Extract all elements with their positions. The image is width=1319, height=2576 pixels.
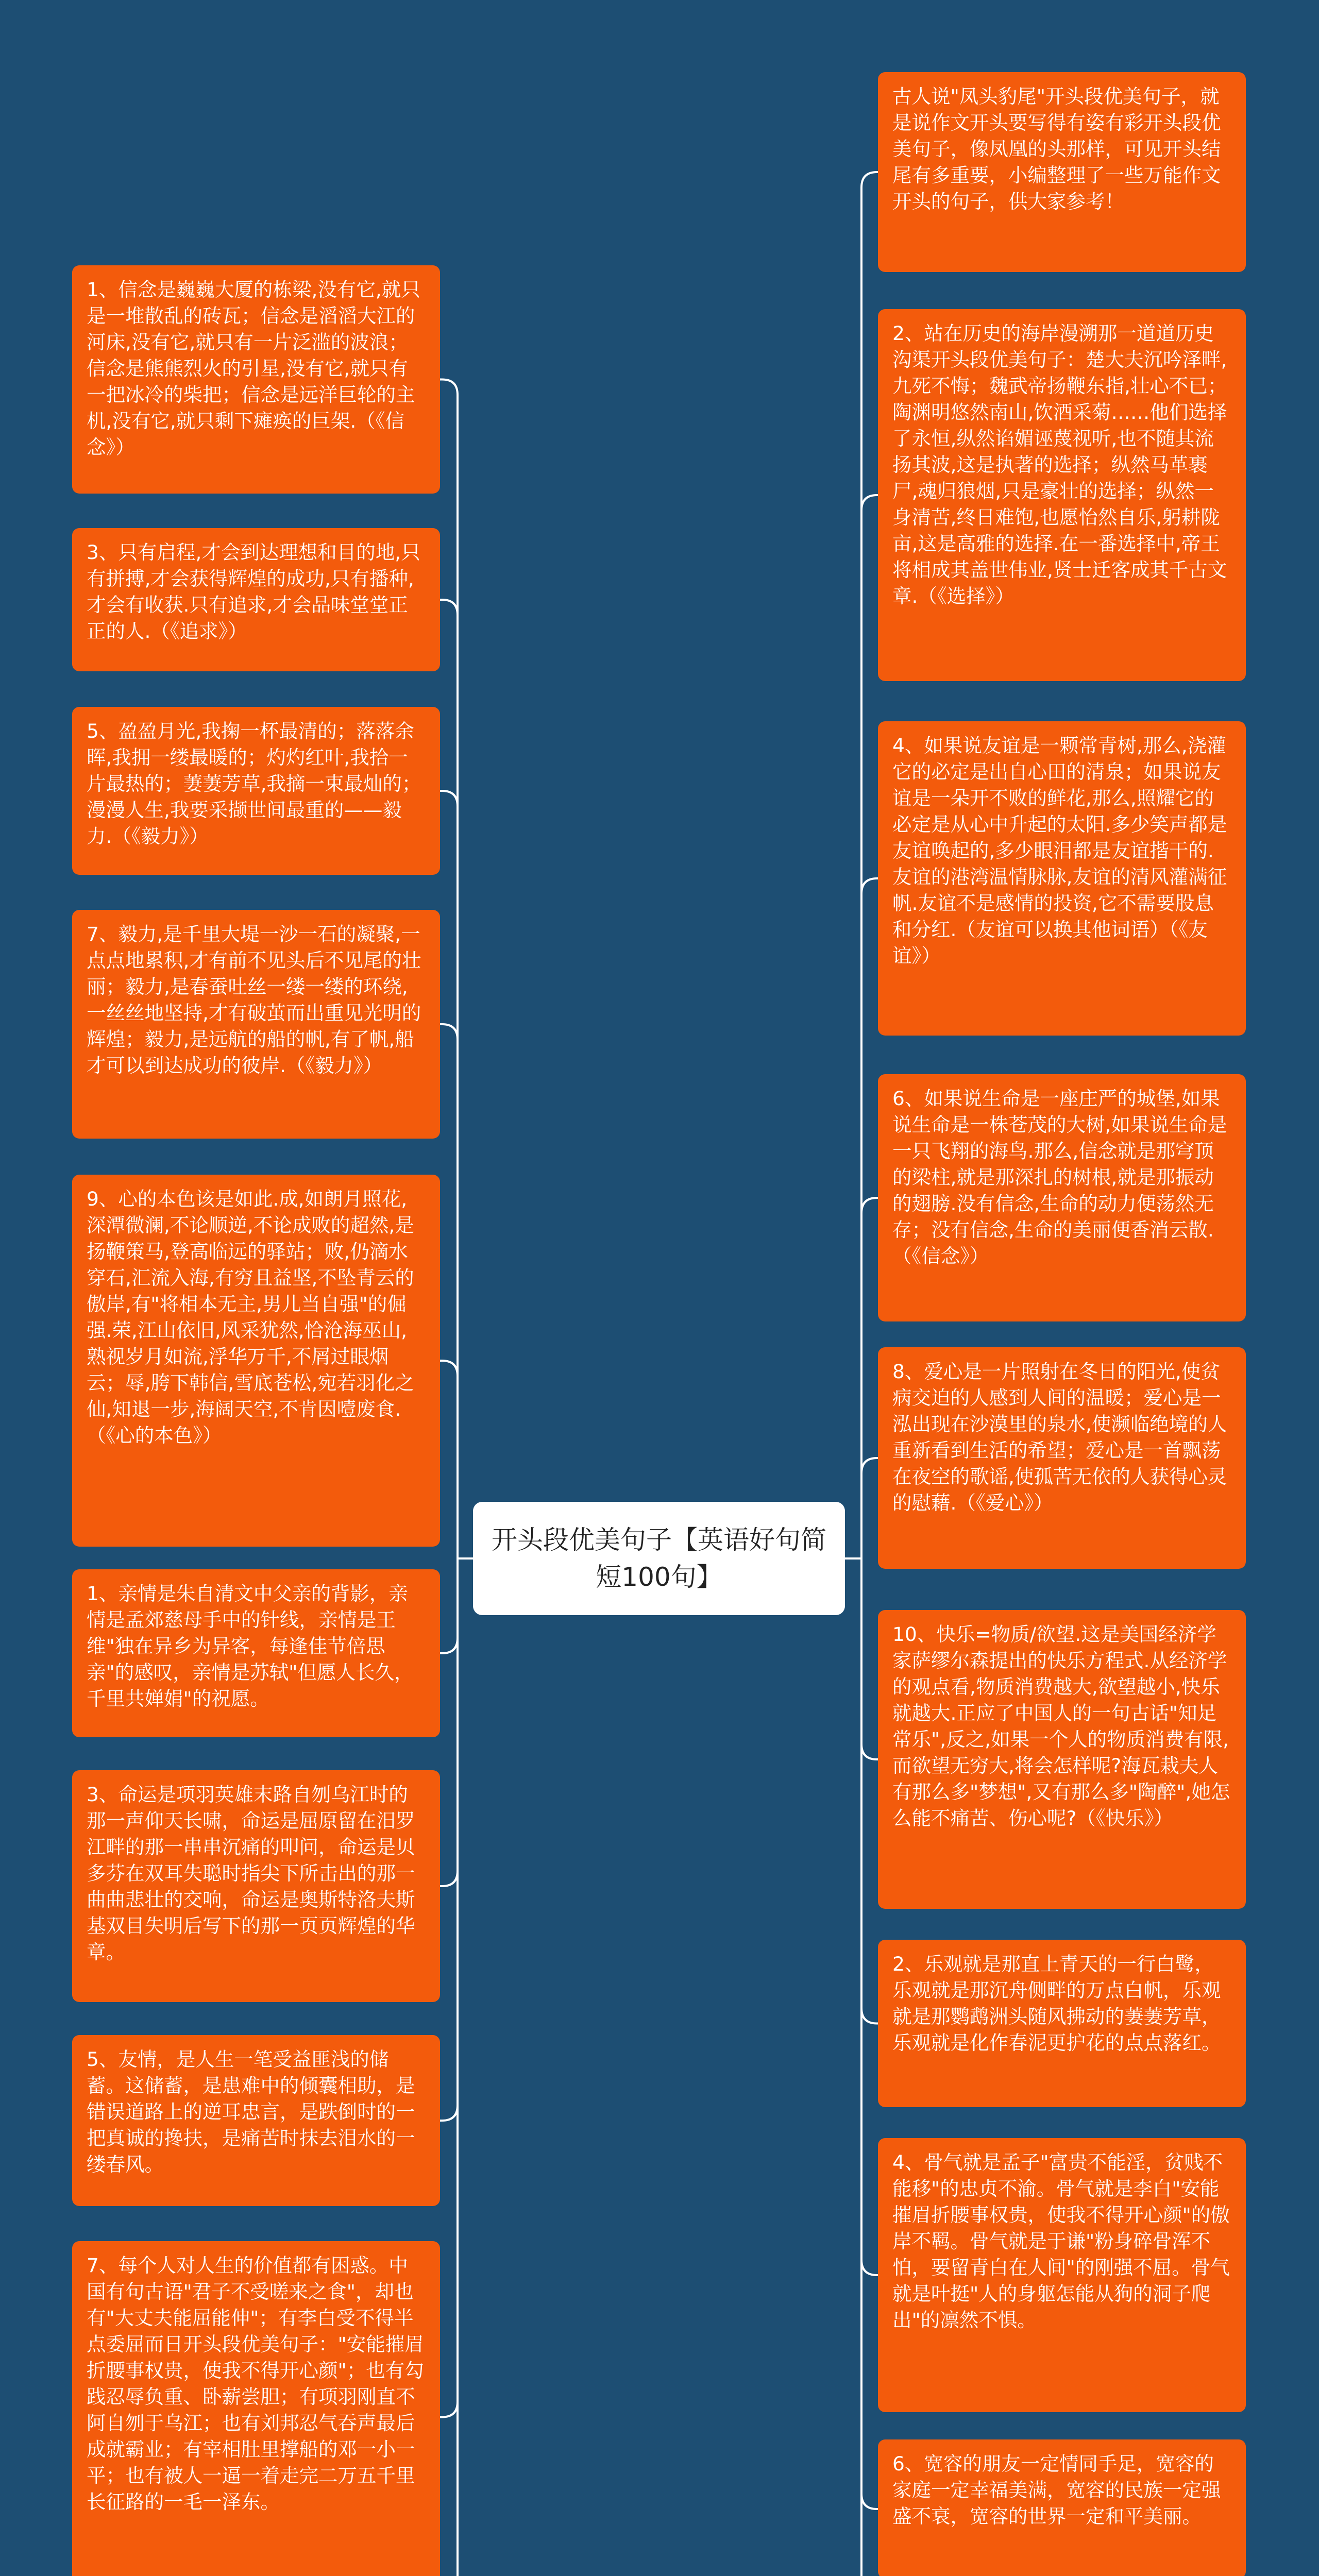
connector-right-3 [845, 878, 878, 1558]
node-text: 2、站在历史的海岸漫溯那一道道历史沟渠开头段优美句子：楚大夫沉吟泽畔,九死不悔；魏武帝扬鞭东指,壮心不已；陶渊明悠然南山,饮酒采菊……他们选择了永恒,纵然谄媚诬蔑视听,也不随其流扬其波,这是执著的选择；纵然马革裹尸,魂归狼烟,只是豪壮的选择；纵然一身清苦,终日难饱,也愿怡然自乐,躬耕陇亩,这是高雅的选择.在一番选择中,帝王将相成其盖世伟业,贤士迁客成其千古文章.（《选择》） [892, 322, 1227, 607]
left-node-1[interactable] [72, 265, 440, 494]
connector-left-8 [440, 1558, 473, 2121]
right-node-3[interactable] [878, 721, 1246, 1036]
node-text: 8、爱心是一片照射在冬日的阳光,使贫病交迫的人感到人间的温暖；爱心是一泓出现在沙漠里的泉水,使濒临绝境的人重新看到生活的希望；爱心是一首飘荡在夜空的歌谣,使孤苦无依的人获得心灵的慰藉.（《爱心》） [892, 1360, 1227, 1514]
node-text: 3、命运是项羽英雄末路自刎乌江时的那一声仰天长啸，命运是屈原留在汨罗江畔的那一串串沉痛的叩问，命运是贝多芬在双耳失聪时指尖下所击出的那一曲曲悲壮的交响，命运是奥斯特洛夫斯基双目失明后写下的那一页页辉煌的华章。 [87, 1783, 415, 1963]
connector-left-9 [440, 1558, 473, 2417]
right-node-2[interactable] [878, 309, 1246, 681]
right-node-1[interactable] [878, 72, 1246, 272]
node-text: 6、如果说生命是一座庄严的城堡,如果说生命是一株苍茂的大树,如果说生命是一只飞翔的海鸟.那么,信念就是那穹顶的梁柱,就是那深扎的树根,就是那振动的翅膀.没有信念,生命的动力便荡然无存；没有信念,生命的美丽便香消云散.（《信念》） [892, 1087, 1227, 1267]
right-node-8[interactable] [878, 2138, 1246, 2412]
left-node-8[interactable] [72, 2035, 440, 2206]
connector-left-5 [440, 1361, 473, 1558]
node-text: 1、信念是巍巍大厦的栋梁,没有它,就只是一堆散乱的砖瓦；信念是滔滔大江的河床,没有它,就只有一片泛滥的波浪；信念是熊熊烈火的引星,没有它,就只有一把冰冷的柴把；信念是远洋巨轮的主机,没有它,就只剩下瘫痪的巨架.（《信念》） [87, 278, 420, 459]
node-text: 9、心的本色该是如此.成,如朗月照花,深潭微澜,不论顺逆,不论成败的超然,是扬鞭策马,登高临远的驿站；败,仍滴水穿石,汇流入海,有穷且益坚,不坠青云的傲岸,有"将相本无主,男儿当自强"的倔强.荣,江山依旧,风采犹然,恰沧海巫山,熟视岁月如流,浮华万千,不屑过眼烟云；辱,胯下韩信,雪底苍松,宛若羽化之仙,知退一步,海阔天空,不肯因噎废食.（《心的本色》） [87, 1188, 414, 1447]
node-text: 4、骨气就是孟子"富贵不能淫，贫贱不能移"的忠贞不渝。骨气就是李白"安能摧眉折腰事权贵，使我不得开心颜"的傲岸不羁。骨气就是于谦"粉身碎骨浑不怕，要留青白在人间"的刚强不屈。骨气就是叶挺"人的身躯怎能从狗的洞子爬出"的凛然不惧。 [892, 2151, 1230, 2331]
right-node-9[interactable] [878, 2439, 1246, 2576]
left-node-9[interactable] [72, 2241, 440, 2576]
connector-left-6 [440, 1558, 473, 1653]
node-text: 2、乐观就是那直上青天的一行白鹭，乐观就是那沉舟侧畔的万点白帆，乐观就是那鹦鹉洲头随风拂动的萋萋芳草，乐观就是化作春泥更护花的点点落红。 [892, 1953, 1221, 2054]
right-node-7[interactable] [878, 1940, 1246, 2107]
connector-left-4 [440, 1024, 473, 1558]
left-node-7[interactable] [72, 1770, 440, 2002]
node-text: 1、亲情是朱自清文中父亲的背影，亲情是孟郊慈母手中的针线，亲情是王维"独在异乡为异客，每逢佳节倍思亲"的感叹，亲情是苏轼"但愿人长久，千里共婵娟"的祝愿。 [87, 1582, 414, 1710]
connector-right-1 [845, 172, 878, 1558]
connector-left-10 [440, 1558, 473, 2576]
connector-right-8 [845, 1558, 878, 2275]
node-text: 4、如果说友谊是一颗常青树,那么,浇灌它的必定是出自心田的清泉；如果说友谊是一朵开不败的鲜花,那么,照耀它的必定是从心中升起的太阳.多少笑声都是友谊唤起的,多少眼泪都是友谊揩干的.友谊的港湾温情脉脉,友谊的清风灌满征帆.友谊不是感情的投资,它不需要股息和分红.（友谊可以换其他词语）（《友谊》） [892, 734, 1227, 967]
connector-left-1 [440, 380, 473, 1559]
center-topic-title: 开头段优美句子【英语好句简短100句】 [492, 1525, 826, 1592]
right-node-5[interactable] [878, 1347, 1246, 1569]
connector-right-7 [845, 1558, 878, 2024]
node-text: 5、盈盈月光,我掬一杯最清的；落落余晖,我拥一缕最暖的；灼灼红叶,我拾一片最热的；萋萋芳草,我摘一束最灿的；漫漫人生,我要采撷世间最重的——毅力.（《毅力》） [87, 720, 421, 848]
connector-left-2 [440, 600, 473, 1558]
node-text: 6、宽容的朋友一定情同手足，宽容的家庭一定幸福美满，宽容的民族一定强盛不衰，宽容的世界一定和平美丽。 [892, 2452, 1221, 2528]
connector-right-9 [845, 1558, 878, 2509]
connector-left-3 [440, 791, 473, 1558]
left-node-3[interactable] [72, 707, 440, 875]
center-topic[interactable] [473, 1502, 845, 1615]
node-text: 5、友情，是人生一笔受益匪浅的储蓄。这储蓄，是患难中的倾囊相助，是错误道路上的逆耳忠言，是跌倒时的一把真诚的搀扶，是痛苦时抹去泪水的一缕春风。 [87, 2048, 415, 2176]
node-text: 7、每个人对人生的价值都有困惑。中国有句古语"君子不受嗟来之食"，却也有"大丈夫能屈能伸"；有李白受不得半点委屈而日开头段优美句子："安能摧眉折腰事权贵，使我不得开心颜"；也有勾践忍辱负重、卧薪尝胆；有项羽刚直不阿自刎于乌江；也有刘邦忍气吞声最后成就霸业；有宰相肚里撑船的邓一小一平；也有被人一逼一着走完二万五千里长征路的一毛一泽东。 [87, 2254, 424, 2513]
left-node-5[interactable] [72, 1175, 440, 1547]
right-node-4[interactable] [878, 1074, 1246, 1321]
node-text: 10、快乐=物质/欲望.这是美国经济学家萨缪尔森提出的快乐方程式.从经济学的观点看,物质消费越大,欲望越小,快乐就越大.正应了中国人的一句古话"知足常乐",反之,如果一个人的物质消费有限,而欲望无穷大,将会怎样呢?海瓦栽夫人有那么多"梦想",又有那么多"陶醉",她怎么能不痛苦、伤心呢?（《快乐》） [892, 1623, 1230, 1829]
connector-right-2 [845, 495, 878, 1558]
left-node-2[interactable] [72, 528, 440, 671]
node-text: 3、只有启程,才会到达理想和目的地,只有拼搏,才会获得辉煌的成功,只有播种,才会有收获.只有追求,才会品味堂堂正正的人.（《追求》） [87, 541, 420, 642]
left-node-6[interactable] [72, 1569, 440, 1737]
connector-right-6 [845, 1558, 878, 1759]
node-text: 古人说"凤头豹尾"开头段优美句子，就是说作文开头要写得有姿有彩开头段优美句子，像凤凰的头那样，可见开头结尾有多重要，小编整理了一些万能作文开头的句子，供大家参考！ [892, 85, 1221, 213]
node-text: 7、毅力,是千里大堤一沙一石的凝聚,一点点地累积,才有前不见头后不见尾的壮丽；毅力,是春蚕吐丝一缕一缕的环绕,一丝丝地坚持,才有破茧而出重见光明的辉煌；毅力,是远航的船的帆,有了帆,船才可以到达成功的彼岸.（《毅力》） [87, 923, 421, 1077]
connector-right-4 [845, 1198, 878, 1558]
connector-right-5 [845, 1458, 878, 1558]
connector-left-7 [440, 1558, 473, 1886]
connector-right-10 [845, 1558, 878, 2576]
connector-right-11 [845, 1558, 878, 2576]
left-node-4[interactable] [72, 910, 440, 1139]
right-node-6[interactable] [878, 1610, 1246, 1909]
